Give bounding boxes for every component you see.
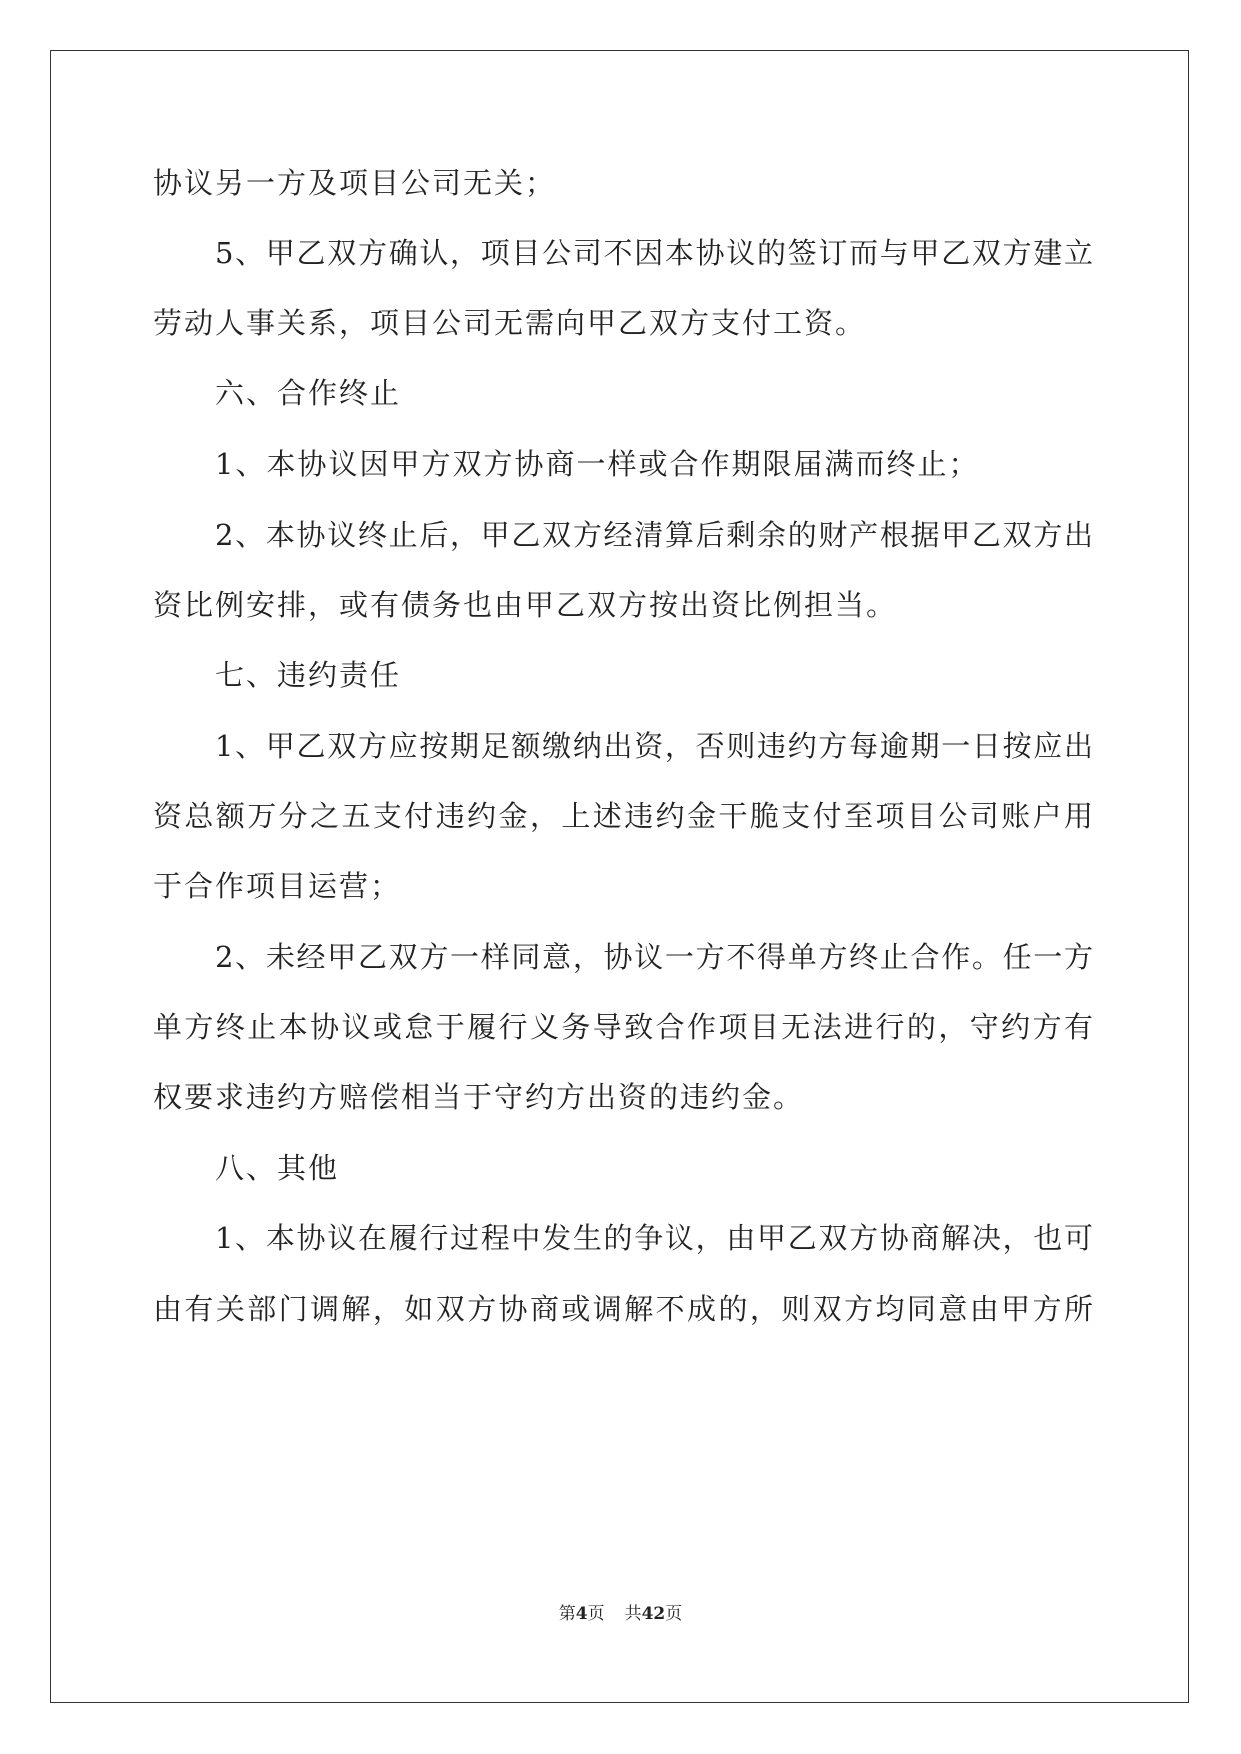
- paragraph-line: 于合作项目运营；: [153, 869, 402, 903]
- section-heading: 八、其他: [215, 1151, 340, 1185]
- footer-page-prefix: 第: [558, 1604, 576, 1624]
- paragraph-line: 5、甲乙双方确认，项目公司不因本协议的签订而与甲乙双方建立: [215, 236, 1093, 270]
- paragraph-line: 1、甲乙双方应按期足额缴纳出资，否则违约方每逾期一日按应出: [215, 729, 1093, 763]
- paragraph-line: 劳动人事关系，项目公司无需向甲乙双方支付工资。: [153, 306, 867, 340]
- paragraph-line: 1、本协议在履行过程中发生的争议，由甲乙双方协商解决，也可: [215, 1221, 1093, 1255]
- footer-total-prefix: 共: [624, 1604, 642, 1624]
- section-heading: 七、违约责任: [215, 658, 402, 692]
- paragraph-line: 协议另一方及项目公司无关；: [153, 166, 557, 200]
- paragraph-line: 2、未经甲乙双方一样同意，协议一方不得单方终止合作。任一方: [215, 940, 1093, 974]
- paragraph-line: 1、本协议因甲方双方协商一样或合作期限届满而终止；: [215, 447, 980, 481]
- total-pages: 42: [641, 1604, 666, 1624]
- paragraph-line: 单方终止本协议或怠于履行义务导致合作项目无法进行的，守约方有: [153, 1010, 1093, 1044]
- page-footer: [0, 1599, 1241, 1624]
- paragraph-line: 资比例安排，或有债务也由甲乙双方按出资比例担当。: [153, 588, 898, 622]
- page-number: 4: [575, 1604, 588, 1624]
- paragraph-line: 2、本协议终止后，甲乙双方经清算后剩余的财产根据甲乙双方出: [215, 518, 1093, 552]
- paragraph-line: 权要求违约方赔偿相当于守约方出资的违约金。: [153, 1080, 805, 1114]
- footer-total-suffix: 页: [665, 1604, 683, 1624]
- paragraph-line: 由有关部门调解，如双方协商或调解不成的，则双方均同意由甲方所: [153, 1292, 1093, 1326]
- paragraph-line: 资总额万分之五支付违约金，上述违约金干脆支付至项目公司账户用: [153, 799, 1093, 833]
- section-heading: 六、合作终止: [215, 376, 402, 410]
- footer-page-suffix: 页: [587, 1604, 605, 1624]
